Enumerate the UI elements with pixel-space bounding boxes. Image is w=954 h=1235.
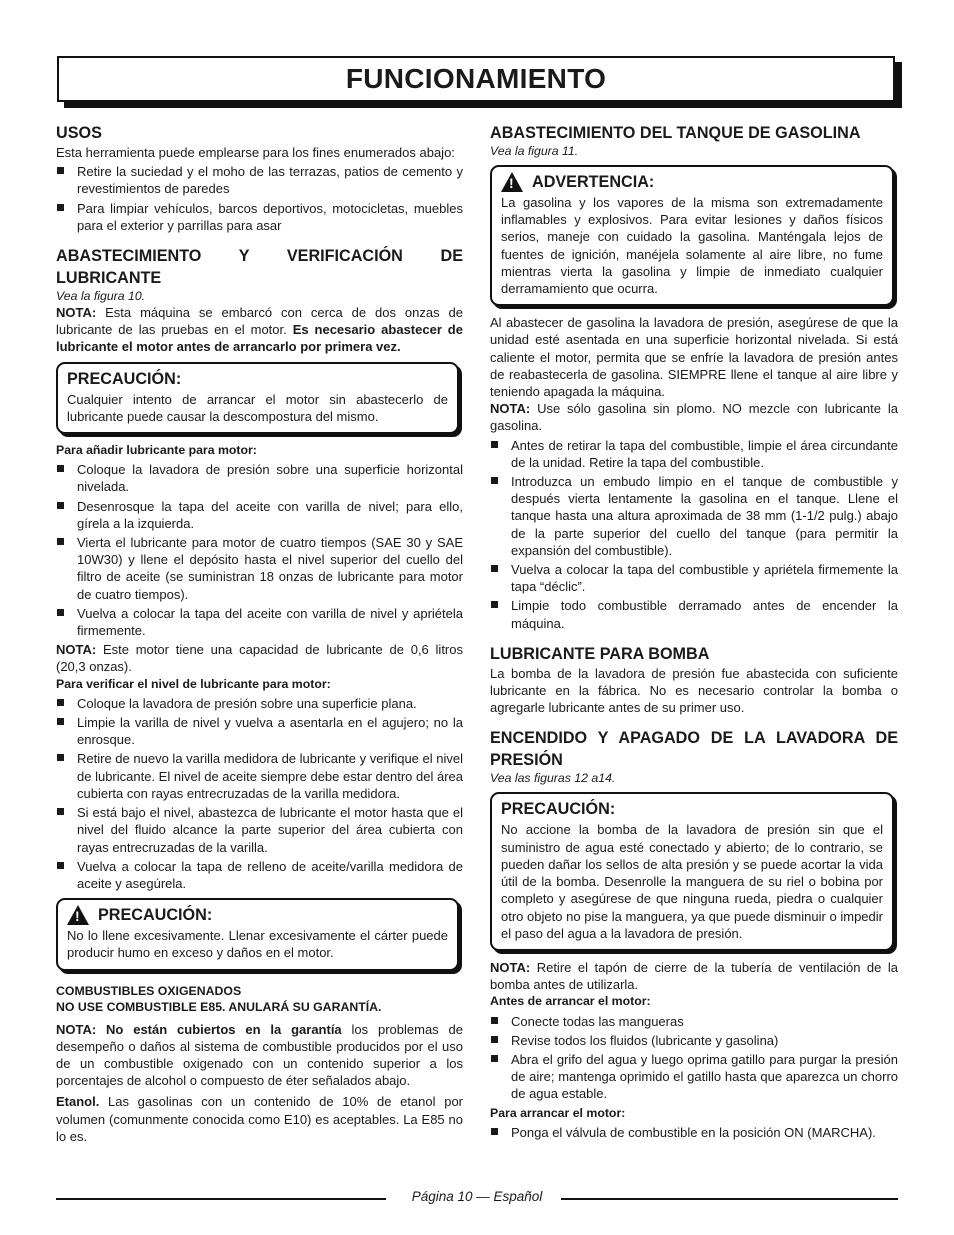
caution-box <box>56 362 459 434</box>
list-item: Vuelva a colocar la tapa del combustible y apriétela firmemente la tapa “déclic”. <box>490 561 898 595</box>
list-item: Retire de nuevo la varilla medidora de lubricante y verifique el nivel de lubricante. El nivel de aceite siempre debe estar dentro del área cubierta con rayas entrecruzadas de la varilla medidora. <box>56 750 463 802</box>
lubricante-heading: ABASTECIMIENTO Y VERIFICACIÓN DE LUBRICANTE <box>56 247 463 288</box>
e85-warning: NO USE COMBUSTIBLE E85. ANULARÁ SU GARANTÍA. <box>56 999 382 1014</box>
list-item: Si está bajo el nivel, abastezca de lubricante el motor hasta que el nivel del fluido alcance la parte superior del área cubierta con rayas entrecruzadas de la varilla. <box>56 804 463 856</box>
right-column <box>490 122 898 1143</box>
list-item: Limpie la varilla de nivel y vuelva a asentarla en el agujero; no la enrosque. <box>56 714 463 748</box>
list-item: Antes de retirar la tapa del combustible, limpie el área circundante de la unidad. Retire la tapa del combustible. <box>490 437 898 471</box>
before-start-label: Antes de arrancar el motor: <box>490 994 651 1009</box>
caution-title: PRECAUCIÓN: <box>98 906 213 925</box>
pump-lube-text: La bomba de la lavadora de presión fue abastecida con suficiente lubricante en la fábrica. No es necesario controlar la bomba o agregarle lubricante antes de su primer uso. <box>490 665 898 716</box>
list-item: Abra el grifo del agua y luego oprima gatillo para purgar la presión de aire; mantenga oprimido el gatillo hasta que aparezca un chorro de agua estable. <box>490 1051 898 1103</box>
list-item: Limpie todo combustible derramado antes de encender la máquina. <box>490 597 898 631</box>
list-item: Retire la suciedad y el moho de las terrazas, patios de cemento y revestimientos de paredes <box>56 163 463 197</box>
before-start-list <box>490 1013 898 1103</box>
figure-reference: Vea la figura 11. <box>490 144 579 158</box>
caution-title: PRECAUCIÓN: <box>67 369 182 388</box>
add-oil-list <box>56 461 463 639</box>
page-title: FUNCIONAMIENTO <box>345 63 607 94</box>
start-engine-list <box>490 1124 898 1141</box>
warning-triangle-icon <box>501 172 523 192</box>
nota-vent: NOTA: Retire el tapón de cierre de la tubería de ventilación de la bomba antes de utilizarla. <box>490 959 898 993</box>
list-item: Vuelva a colocar la tapa del aceite con varilla de nivel y apriétela firmemente. <box>56 605 463 639</box>
usos-intro: Esta herramienta puede emplearse para los fines enumerados abajo: <box>56 145 455 160</box>
figure-reference: Vea las figuras 12 a14. <box>490 771 616 786</box>
warning-text: La gasolina y los vapores de la misma son extremadamente inflamables y explosivos. Para evitar lesiones y daños físicos serios, maneje con cuidado la gasolina. Manténgala lejos de fuentes de ignición, manéjela solamente al aire libre, no fume mientras vierta la gasolina y limpie de inmediato cualquier derramamiento que ocurra. <box>501 195 883 297</box>
pump-lube-heading: LUBRICANTE PARA BOMBA <box>490 644 710 663</box>
figure-reference: Vea la figura 10. <box>56 289 146 304</box>
list-item: Revise todos los fluidos (lubricante y gasolina) <box>490 1032 898 1049</box>
section-banner <box>57 56 895 102</box>
caution-text: No lo llene excesivamente. Llenar excesivamente el cárter puede producir humo en exceso y daños en el motor. <box>67 928 448 961</box>
list-item: Coloque la lavadora de presión sobre una superficie plana. <box>56 695 463 712</box>
nota-unleaded: NOTA: Use sólo gasolina sin plomo. NO mezcle con lubricante la gasolina. <box>490 401 898 434</box>
page-footer <box>56 1188 898 1206</box>
list-item: Vierta el lubricante para motor de cuatro tiempos (SAE 30 y SAE 10W30) y llene el depósito hasta el nivel superior del cuello del filtro de aceite (se suministran 18 onzas de lubricante para motor de cuatro tiempos). <box>56 534 463 603</box>
warning-box <box>490 165 894 306</box>
gas-paragraph: Al abastecer de gasolina la lavadora de presión, asegúrese de que la unidad esté asentada en una superficie horizontal nivelada. Si está caliente el motor, permita que se enfríe la lavadora de presión antes de reabastecerla de gasolina. SIEMPRE llene el tanque al aire libre y teniendo apagada la máquina. <box>490 315 898 400</box>
start-stop-heading: ENCENDIDO Y APAGADO DE LA LAVADORA DE PRESIÓN <box>490 729 898 770</box>
usos-heading: USOS <box>56 124 102 142</box>
nota-capacity: NOTA: Este motor tiene una capacidad de lubricante de 0,6 litros (20,3 onzas). <box>56 642 463 675</box>
caution-title: PRECAUCIÓN: <box>501 800 616 819</box>
gas-heading: ABASTECIMIENTO DEL TANQUE DE GASOLINA <box>490 124 861 142</box>
warranty-note: NOTA: No están cubiertos en la garantía los problemas de desempeño o daños al sistema de combustible producidos por el uso de un combustible oxigenado con un contenido superior a los porcentajes de alcohol o compuesto de éter señalados abajo. <box>56 1021 463 1089</box>
check-oil-label: Para verificar el nivel de lubricante para motor: <box>56 676 331 691</box>
nota-paragraph: NOTA: Esta máquina se embarcó con cerca de dos onzas de lubricante de las pruebas en el motor. Es necesario abastecer de lubricante el motor antes de arrancarlo por primera vez. <box>56 305 463 355</box>
caution-box-overfill <box>56 898 459 970</box>
start-engine-label: Para arrancar el motor: <box>490 1105 626 1120</box>
fuel-heading: COMBUSTIBLES OXIGENADOS <box>56 983 242 998</box>
list-item: Para limpiar vehículos, barcos deportivos, motocicletas, muebles para el exterior y parrillas para asar <box>56 200 463 234</box>
list-item: Vuelva a colocar la tapa de relleno de aceite/varilla medidora de aceite y asegúrela. <box>56 858 463 892</box>
add-oil-label: Para añadir lubricante para motor: <box>56 443 257 458</box>
left-column <box>56 122 463 1145</box>
check-oil-list <box>56 695 463 892</box>
caution-text: Cualquier intento de arrancar el motor sin abastecerlo de lubricante puede causar la descompostura del mismo. <box>67 391 448 424</box>
warning-title: ADVERTENCIA: <box>532 173 655 191</box>
warning-triangle-icon <box>67 905 89 925</box>
ethanol-paragraph: Etanol. Las gasolinas con un contenido de 10% de etanol por volumen (comunmente conocida como E10) es aceptables. La E85 no lo es. <box>56 1094 463 1144</box>
gas-list <box>490 437 898 632</box>
list-item: Desenrosque la tapa del aceite con varilla de nivel; para ello, gírela a la izquierda. <box>56 498 463 532</box>
list-item: Ponga el válvula de combustible en la posición ON (MARCHA). <box>490 1124 898 1141</box>
page-number: Página 10 — Español <box>404 1189 551 1204</box>
caution-text: No accione la bomba de la lavadora de presión sin que el suministro de agua esté conectado y abierto; de lo contrario, se pueden dañar los sellos de alta presión y se puede acortar la vida útil de la bomba. Desenrolle la manguera de su riel o bobina por completo y asegúrese de que ninguna rueda, piedra o cualquier otro objeto no pise la manguera, ya que puede disminuir o impedir el paso del agua a la lavadora de presión. <box>501 822 883 941</box>
caution-box-pump <box>490 792 894 950</box>
usos-list <box>56 163 463 234</box>
list-item: Conecte todas las mangueras <box>490 1013 898 1030</box>
list-item: Introduzca un embudo limpio en el tanque de combustible y después vierta lentamente la gasolina en el tanque. Llene el tanque hasta una altura aproximada de 38 mm (1-1/2 pulg.) abajo de la parte superior del cuello del tanque (para permitir la expansión del combustible). <box>490 473 898 559</box>
list-item: Coloque la lavadora de presión sobre una superficie horizontal nivelada. <box>56 461 463 495</box>
